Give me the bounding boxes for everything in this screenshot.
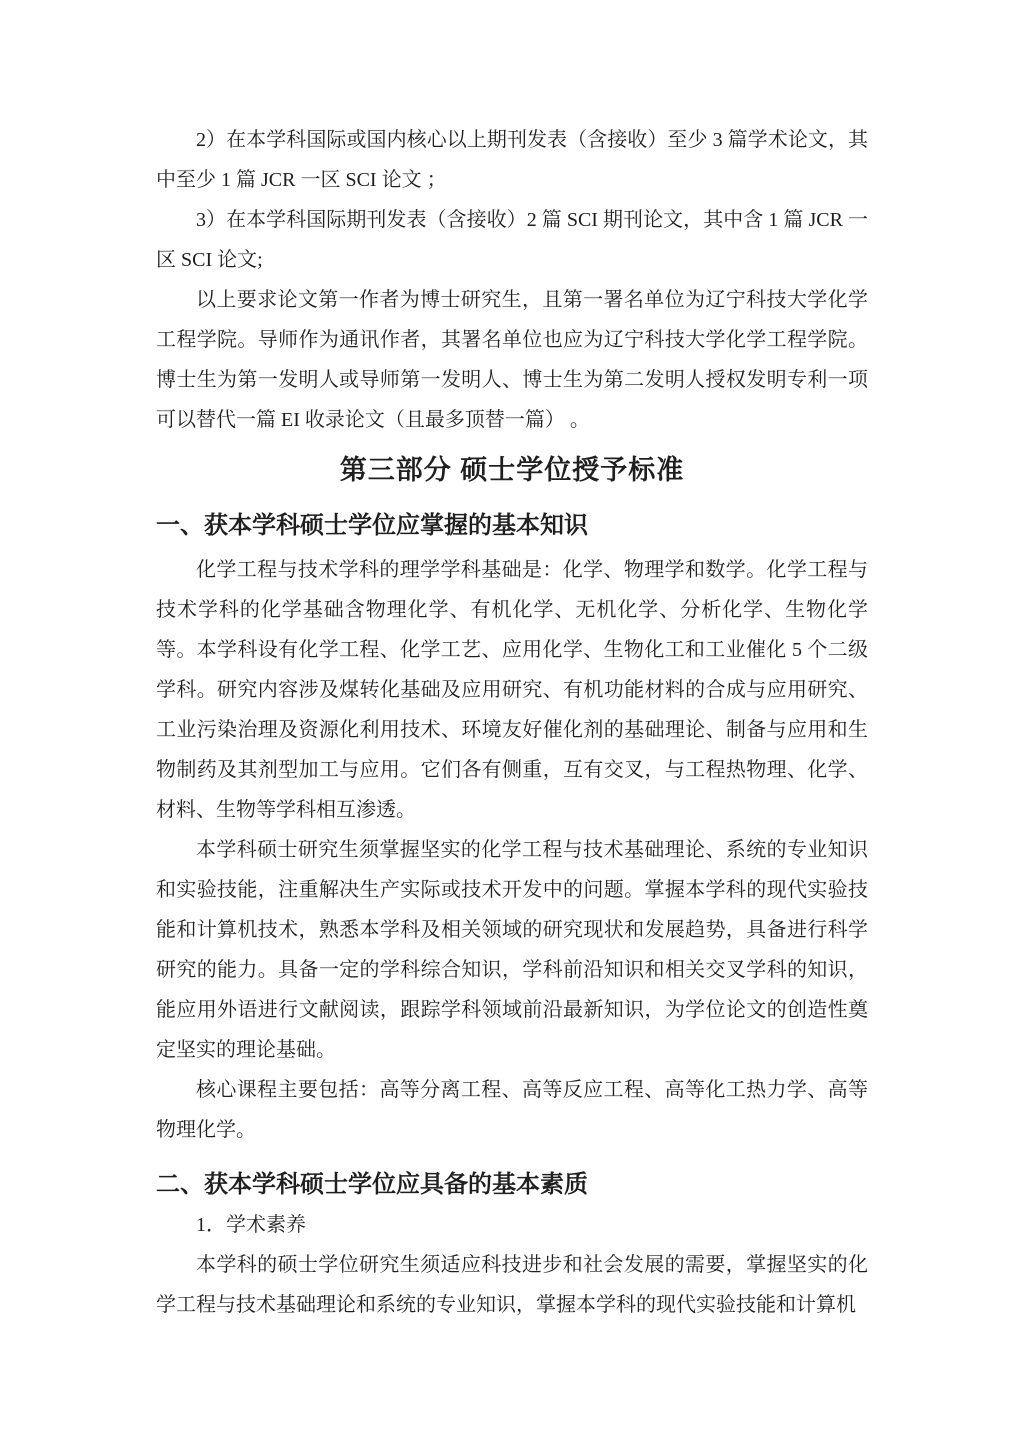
paragraph-core-courses: 核心课程主要包括：高等分离工程、高等反应工程、高等化工热力学、高等物理化学。 (156, 1079, 868, 1141)
paragraph-academic-literacy: 本学科的硕士学位研究生须适应科技进步和社会发展的需要，掌握坚实的化学工程与技术基础理论和系统的专业知识，掌握本学科的现代实验技能和计算机 (156, 1254, 868, 1316)
paragraph-publication-item-2: 2）在本学科国际或国内核心以上期刊发表（含接收）至少 3 篇学术论文，其中至少 1 篇 JCR 一区 SCI 论文 ； (156, 129, 868, 191)
paragraph-author-affiliation-requirements: 以上要求论文第一作者为博士研究生，且第一署名单位为辽宁科技大学化学工程学院。导师作为通讯作者，其署名单位也应为辽宁科技大学化学工程学院。博士生为第一发明人或导师第一发明人、博士生为第二发明人授权发明专利一项可以替代一篇 EI 收录论文（且最多顶替一篇） 。 (156, 289, 868, 431)
subheading-academic-literacy: 1．学术素养 (196, 1214, 306, 1236)
paragraph-discipline-foundation: 化学工程与技术学科的理学学科基础是：化学、物理学和数学。化学工程与技术学科的化学基础含物理化学、有机化学、无机化学、分析化学、生物化学等。本学科设有化学工程、化学工艺、应用化学、生物化工和工业催化 5 个二级学科。研究内容涉及煤转化基础及应用研究、有机功能材料的合成与应用研究、工业污染治理及资源化利用技术、环境友好催化剂的基础理论、制备与应用和生物制药及其剂型加工与应用。它们各有侧重，互有交叉，与工程热物理、化学、材料、生物等学科相互渗透。 (156, 559, 868, 821)
paragraph-publication-item-3: 3）在本学科国际期刊发表（含接收）2 篇 SCI 期刊论文，其中含 1 篇 JCR 一区 SCI 论文; (156, 209, 868, 271)
paragraph-master-knowledge-requirements: 本学科硕士研究生须掌握坚实的化学工程与技术基础理论、系统的专业知识和实验技能，注重解决生产实际或技术开发中的问题。掌握本学科的现代实验技能和计算机技术，熟悉本学科及相关领域的研究现状和发展趋势，具备进行科学研究的能力。具备一定的学科综合知识，学科前沿知识和相关交叉学科的知识，能应用外语进行文献阅读，跟踪学科领域前沿最新知识，为学位论文的创造性奠定坚实的理论基础。 (156, 839, 868, 1061)
section-one-heading: 一、获本学科硕士学位应掌握的基本知识 (156, 512, 588, 539)
section-two-heading: 二、获本学科硕士学位应具备的基本素质 (156, 1171, 588, 1198)
part-three-heading: 第三部分 硕士学位授予标准 (339, 455, 685, 485)
